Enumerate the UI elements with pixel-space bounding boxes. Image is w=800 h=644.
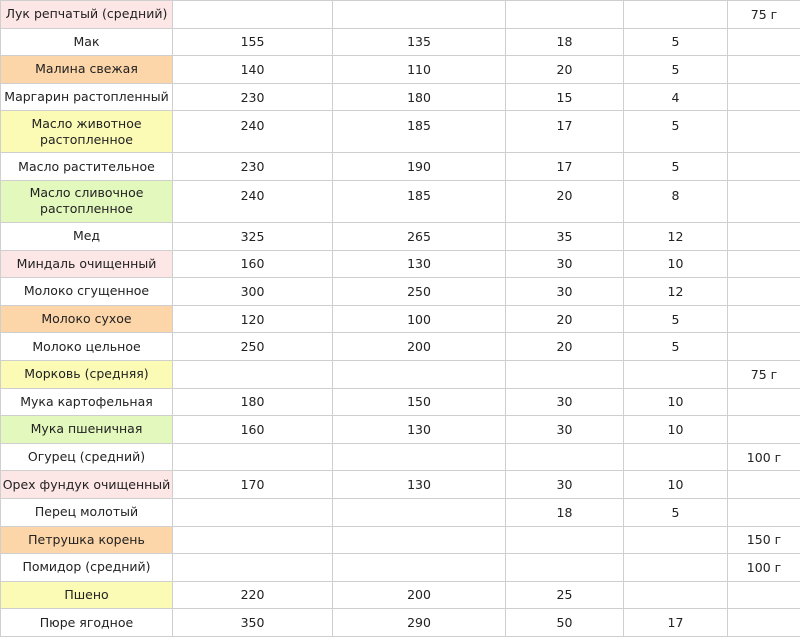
measure-value-cell: 265 — [333, 222, 506, 250]
measure-value-cell: 185 — [333, 111, 506, 153]
measure-value-cell — [173, 554, 333, 582]
measure-value-cell: 35 — [506, 222, 624, 250]
measure-value-cell: 170 — [173, 471, 333, 499]
table-row — [1, 180, 800, 222]
table-row — [1, 526, 800, 554]
table-row — [1, 360, 800, 388]
measure-value-cell — [173, 498, 333, 526]
product-name-cell: Пюре ягодное — [1, 609, 173, 637]
measure-value-cell: 10 — [624, 416, 728, 444]
measure-value-cell: 230 — [173, 83, 333, 111]
measure-value-cell: 240 — [173, 180, 333, 222]
measure-value-cell — [333, 360, 506, 388]
table-row — [1, 471, 800, 499]
measure-value-cell: 17 — [624, 609, 728, 637]
product-name-cell: Помидор (средний) — [1, 554, 173, 582]
product-name-cell: Мука картофельная — [1, 388, 173, 416]
piece-weight-cell — [728, 498, 800, 526]
measure-value-cell: 130 — [333, 471, 506, 499]
measure-value-cell — [506, 526, 624, 554]
product-name-cell: Молоко сухое — [1, 305, 173, 333]
measure-value-cell: 135 — [333, 28, 506, 56]
measure-value-cell: 20 — [506, 305, 624, 333]
measure-value-cell: 140 — [173, 56, 333, 84]
measure-value-cell: 30 — [506, 471, 624, 499]
measure-value-cell: 200 — [333, 581, 506, 609]
measure-value-cell: 110 — [333, 56, 506, 84]
measure-value-cell — [333, 443, 506, 471]
piece-weight-cell — [728, 83, 800, 111]
piece-weight-cell: 150 г — [728, 526, 800, 554]
measure-value-cell — [624, 581, 728, 609]
table-row — [1, 111, 800, 153]
piece-weight-cell: 100 г — [728, 554, 800, 582]
measure-value-cell: 8 — [624, 180, 728, 222]
piece-weight-cell — [728, 609, 800, 637]
piece-weight-cell — [728, 180, 800, 222]
measure-value-cell: 250 — [173, 333, 333, 361]
product-name-cell: Морковь (средняя) — [1, 360, 173, 388]
product-name-cell: Пшено — [1, 581, 173, 609]
product-name-cell: Лук репчатый (средний) — [1, 1, 173, 29]
measure-value-cell: 5 — [624, 498, 728, 526]
measure-value-cell: 200 — [333, 333, 506, 361]
measure-value-cell — [333, 1, 506, 29]
product-name-cell: Мед — [1, 222, 173, 250]
measure-value-cell — [173, 360, 333, 388]
measure-value-cell — [624, 443, 728, 471]
measure-value-cell — [506, 360, 624, 388]
measure-value-cell: 5 — [624, 28, 728, 56]
measure-value-cell: 5 — [624, 333, 728, 361]
measure-value-cell: 300 — [173, 278, 333, 306]
product-name-cell: Перец молотый — [1, 498, 173, 526]
measure-value-cell — [506, 554, 624, 582]
measure-value-cell: 220 — [173, 581, 333, 609]
product-name-cell: Молоко сгущенное — [1, 278, 173, 306]
measure-value-cell: 12 — [624, 278, 728, 306]
piece-weight-cell: 75 г — [728, 360, 800, 388]
measure-value-cell: 20 — [506, 333, 624, 361]
measure-value-cell: 5 — [624, 56, 728, 84]
measure-value-cell — [624, 1, 728, 29]
measure-value-cell: 17 — [506, 153, 624, 181]
piece-weight-cell: 75 г — [728, 1, 800, 29]
piece-weight-cell — [728, 28, 800, 56]
measure-value-cell: 30 — [506, 250, 624, 278]
measure-value-cell: 150 — [333, 388, 506, 416]
measure-value-cell: 30 — [506, 278, 624, 306]
table-row — [1, 278, 800, 306]
measure-value-cell — [333, 554, 506, 582]
piece-weight-cell — [728, 471, 800, 499]
measure-value-cell: 10 — [624, 471, 728, 499]
measure-value-cell: 185 — [333, 180, 506, 222]
table-body — [1, 1, 800, 637]
measure-value-cell: 230 — [173, 153, 333, 181]
measure-value-cell — [173, 526, 333, 554]
table-row — [1, 1, 800, 29]
measure-value-cell — [506, 443, 624, 471]
measure-value-cell: 18 — [506, 28, 624, 56]
product-name-cell: Петрушка корень — [1, 526, 173, 554]
measure-value-cell: 4 — [624, 83, 728, 111]
piece-weight-cell — [728, 416, 800, 444]
measure-value-cell: 15 — [506, 83, 624, 111]
measure-value-cell: 130 — [333, 416, 506, 444]
product-name-cell: Миндаль очищенный — [1, 250, 173, 278]
table-row — [1, 333, 800, 361]
piece-weight-cell — [728, 581, 800, 609]
table-row — [1, 388, 800, 416]
measure-value-cell: 325 — [173, 222, 333, 250]
piece-weight-cell — [728, 153, 800, 181]
measure-value-cell — [173, 443, 333, 471]
measure-value-cell: 5 — [624, 305, 728, 333]
table-row — [1, 250, 800, 278]
measure-value-cell: 155 — [173, 28, 333, 56]
measure-value-cell: 20 — [506, 56, 624, 84]
product-name-cell: Масло растительное — [1, 153, 173, 181]
measure-value-cell — [624, 554, 728, 582]
measure-value-cell: 290 — [333, 609, 506, 637]
piece-weight-cell — [728, 278, 800, 306]
piece-weight-cell — [728, 250, 800, 278]
table-row — [1, 305, 800, 333]
measure-value-cell: 30 — [506, 416, 624, 444]
measure-value-cell: 180 — [173, 388, 333, 416]
piece-weight-cell — [728, 333, 800, 361]
measure-value-cell: 25 — [506, 581, 624, 609]
product-name-cell: Мак — [1, 28, 173, 56]
measure-value-cell: 5 — [624, 111, 728, 153]
measure-value-cell — [624, 360, 728, 388]
piece-weight-cell — [728, 222, 800, 250]
measure-value-cell: 10 — [624, 250, 728, 278]
measure-value-cell: 250 — [333, 278, 506, 306]
table-row — [1, 416, 800, 444]
table-row — [1, 581, 800, 609]
product-name-cell: Маргарин растопленный — [1, 83, 173, 111]
measure-value-cell: 5 — [624, 153, 728, 181]
table-row — [1, 498, 800, 526]
piece-weight-cell: 100 г — [728, 443, 800, 471]
measure-value-cell: 17 — [506, 111, 624, 153]
piece-weight-cell — [728, 111, 800, 153]
piece-weight-cell — [728, 305, 800, 333]
measure-value-cell: 350 — [173, 609, 333, 637]
measure-value-cell — [333, 498, 506, 526]
table-row — [1, 443, 800, 471]
measure-value-cell: 160 — [173, 416, 333, 444]
table-row — [1, 28, 800, 56]
table-row — [1, 153, 800, 181]
measure-value-cell: 180 — [333, 83, 506, 111]
table-row — [1, 222, 800, 250]
table-row — [1, 83, 800, 111]
measure-value-cell: 130 — [333, 250, 506, 278]
table-row — [1, 554, 800, 582]
product-name-cell: Масло сливочное растопленное — [1, 180, 173, 222]
measure-value-cell: 10 — [624, 388, 728, 416]
product-name-cell: Молоко цельное — [1, 333, 173, 361]
measure-value-cell: 12 — [624, 222, 728, 250]
product-name-cell: Орех фундук очищенный — [1, 471, 173, 499]
table-row — [1, 56, 800, 84]
measure-value-cell — [333, 526, 506, 554]
measure-value-cell: 30 — [506, 388, 624, 416]
piece-weight-cell — [728, 388, 800, 416]
product-name-cell: Масло животное растопленное — [1, 111, 173, 153]
measure-value-cell: 240 — [173, 111, 333, 153]
measure-value-cell: 160 — [173, 250, 333, 278]
measure-value-cell — [173, 1, 333, 29]
measure-value-cell: 190 — [333, 153, 506, 181]
measure-value-cell: 50 — [506, 609, 624, 637]
measure-value-cell: 100 — [333, 305, 506, 333]
measure-value-cell — [624, 526, 728, 554]
measure-value-cell: 18 — [506, 498, 624, 526]
piece-weight-cell — [728, 56, 800, 84]
table-row — [1, 609, 800, 637]
product-name-cell: Малина свежая — [1, 56, 173, 84]
product-name-cell: Мука пшеничная — [1, 416, 173, 444]
product-name-cell: Огурец (средний) — [1, 443, 173, 471]
measure-value-cell: 120 — [173, 305, 333, 333]
measure-value-cell — [506, 1, 624, 29]
measure-value-cell: 20 — [506, 180, 624, 222]
